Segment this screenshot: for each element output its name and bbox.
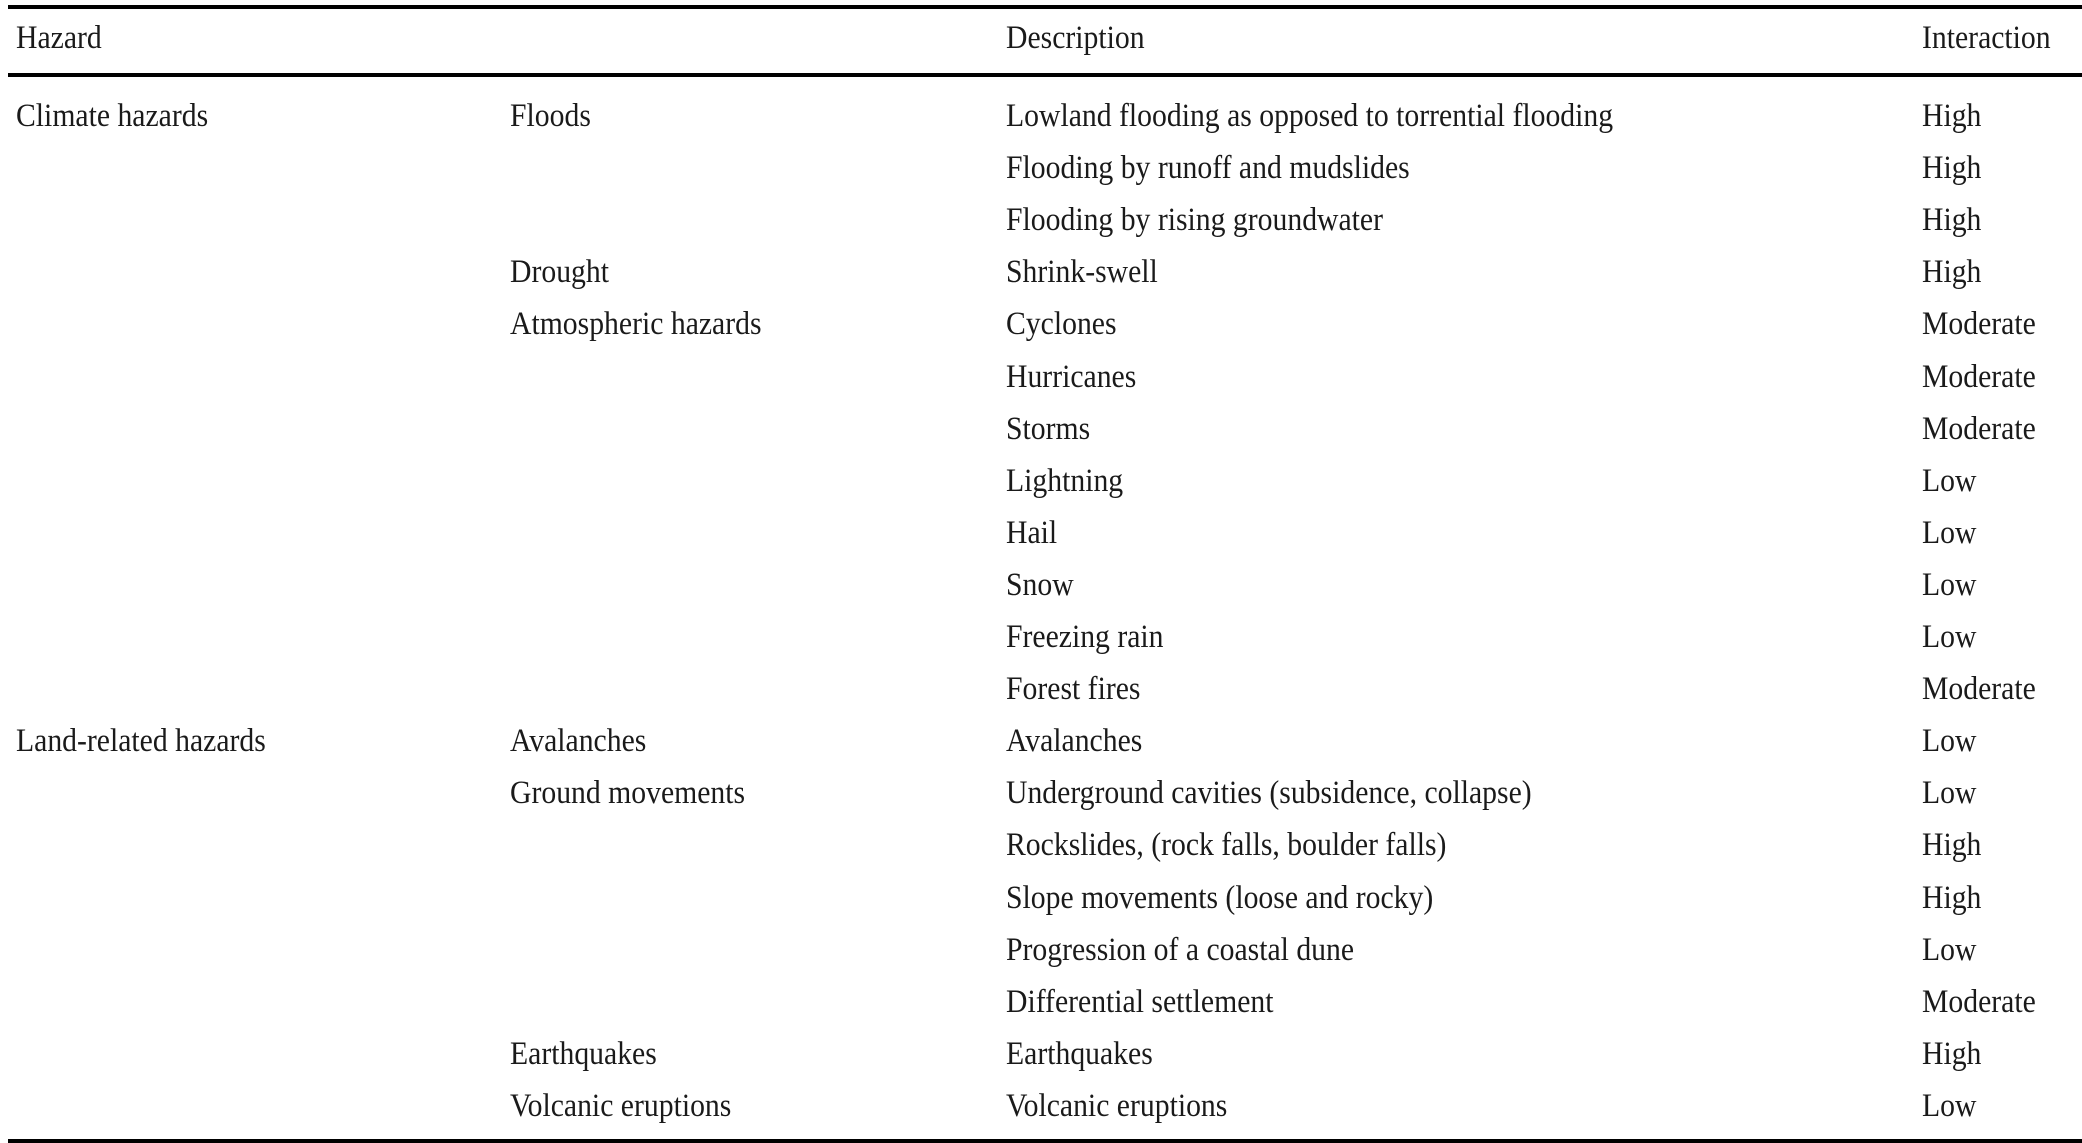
row-description: Cyclones (1006, 306, 1117, 342)
row-hazard-type: Earthquakes (510, 1036, 657, 1072)
row-description: Hail (1006, 515, 1058, 551)
row-interaction: Low (1922, 567, 1977, 603)
row-description: Avalanches (1006, 723, 1143, 759)
row-hazard-type: Avalanches (510, 723, 647, 759)
row-interaction: Low (1922, 619, 1977, 655)
row-interaction: High (1922, 880, 1982, 916)
row-interaction: Moderate (1922, 671, 2036, 707)
row-description: Slope movements (loose and rocky) (1006, 880, 1434, 916)
row-interaction: High (1922, 150, 1982, 186)
row-description: Freezing rain (1006, 619, 1164, 655)
row-hazard-type: Drought (510, 254, 609, 290)
row-hazard-type: Ground movements (510, 775, 746, 811)
row-description: Shrink-swell (1006, 254, 1158, 290)
row-description: Forest fires (1006, 671, 1141, 707)
row-interaction: Low (1922, 1088, 1977, 1124)
row-description: Underground cavities (subsidence, collapse) (1006, 775, 1532, 811)
row-description: Hurricanes (1006, 359, 1137, 395)
row-description: Rockslides, (rock falls, boulder falls) (1006, 827, 1447, 863)
row-hazard-type: Volcanic eruptions (510, 1088, 732, 1124)
row-interaction: High (1922, 254, 1982, 290)
table-top-rule (8, 5, 2082, 9)
table-bottom-rule (8, 1139, 2082, 1143)
row-interaction: Moderate (1922, 306, 2036, 342)
row-description: Storms (1006, 411, 1091, 447)
row-interaction: Low (1922, 515, 1977, 551)
row-interaction: Moderate (1922, 411, 2036, 447)
row-interaction: High (1922, 827, 1982, 863)
row-description: Volcanic eruptions (1006, 1088, 1228, 1124)
row-interaction: High (1922, 98, 1982, 134)
row-description: Lowland flooding as opposed to torrential flooding (1006, 98, 1614, 134)
row-description: Snow (1006, 567, 1074, 603)
header-interaction: Interaction (1922, 20, 2051, 56)
row-hazard-type: Atmospheric hazards (510, 306, 762, 342)
table-header-rule (8, 73, 2082, 77)
row-description: Differential settlement (1006, 984, 1274, 1020)
header-description: Description (1006, 20, 1145, 56)
row-description: Flooding by runoff and mudslides (1006, 150, 1410, 186)
row-category: Land-related hazards (16, 723, 266, 759)
row-interaction: Low (1922, 723, 1977, 759)
row-description: Progression of a coastal dune (1006, 932, 1355, 968)
row-category: Climate hazards (16, 98, 209, 134)
row-hazard-type: Floods (510, 98, 591, 134)
row-interaction: Low (1922, 463, 1977, 499)
row-description: Flooding by rising groundwater (1006, 202, 1384, 238)
row-interaction: Moderate (1922, 984, 2036, 1020)
row-interaction: High (1922, 1036, 1982, 1072)
row-description: Earthquakes (1006, 1036, 1153, 1072)
row-interaction: Low (1922, 775, 1977, 811)
row-interaction: Moderate (1922, 359, 2036, 395)
row-interaction: High (1922, 202, 1982, 238)
header-hazard: Hazard (16, 20, 102, 56)
row-interaction: Low (1922, 932, 1977, 968)
row-description: Lightning (1006, 463, 1124, 499)
